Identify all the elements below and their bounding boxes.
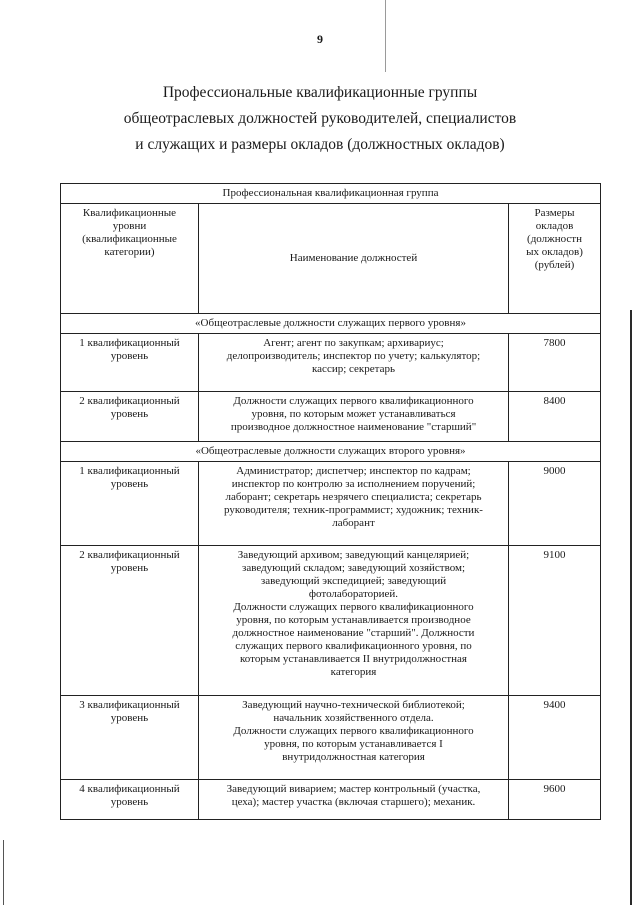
positions-cell	[199, 334, 509, 392]
salary-cell: 9400	[509, 696, 601, 780]
positions-line: делопроизводитель; инспектор по учету; калькулятор;	[226, 350, 481, 362]
level-line: 2 квалификационный	[79, 395, 180, 407]
positions-line: Должности служащих первого квалификационного	[233, 725, 474, 737]
positions-cell	[199, 546, 509, 696]
section-row	[61, 442, 601, 462]
salary-header-line: (рублей)	[534, 259, 575, 271]
positions-line: фотолабораторией.	[308, 588, 399, 600]
table-row	[61, 546, 601, 696]
level-line: 3 квалификационный	[79, 699, 180, 711]
positions-line: Заведующий научно-технической библиотекой;	[242, 699, 465, 711]
positions-line: уровня, по которым устанавливается I	[264, 738, 443, 750]
level-line: 4 квалификационный	[79, 783, 180, 795]
group-header-cell: Профессиональная квалификационная группа	[61, 184, 601, 204]
group-header-row	[61, 184, 601, 204]
section-row	[61, 314, 601, 334]
positions-line: Администратор; диспетчер; инспектор по кадрам;	[236, 465, 471, 477]
positions-line: уровня, по которым устанавливается производное	[236, 614, 471, 626]
salary-cell: 7800	[509, 334, 601, 392]
salary-cell: 9600	[509, 780, 601, 820]
positions-line: уровня, по которым может устанавливаться	[251, 408, 456, 420]
level-cell	[61, 696, 199, 780]
salary-header-line: ых окладов)	[526, 246, 583, 258]
section-title: «Общеотраслевые должности служащих первого уровня»	[61, 314, 601, 334]
scan-artifact-edge	[630, 310, 632, 905]
positions-line: руководителя; техник-программист; художник; техник-	[224, 504, 483, 516]
column-header-row	[61, 204, 601, 314]
level-line: 1 квалификационный	[79, 337, 180, 349]
level-cell	[61, 780, 199, 820]
table-row	[61, 696, 601, 780]
positions-line: категория	[330, 666, 377, 678]
positions-line: кассир; секретарь	[312, 363, 395, 375]
level-line: 2 квалификационный	[79, 549, 180, 561]
positions-line: которым устанавливается II внутридолжностная	[240, 653, 467, 665]
positions-line: должностное наименование "старший". Должности	[232, 627, 475, 639]
salary-header-cell	[509, 204, 601, 314]
title-line-2: общеотраслевых должностей руководителей, специалистов	[123, 110, 517, 127]
positions-line: лаборант; секретарь незрячего специалиста; секретарь	[225, 491, 482, 503]
level-line: уровень	[110, 408, 149, 420]
positions-line: Заведующий архивом; заведующий канцелярией;	[237, 549, 470, 561]
salary-cell: 8400	[509, 392, 601, 442]
level-line: 1 квалификационный	[79, 465, 180, 477]
level-header-cell	[61, 204, 199, 314]
level-cell	[61, 392, 199, 442]
table-row	[61, 392, 601, 442]
level-cell	[61, 546, 199, 696]
level-header-line: Квалификационные	[82, 207, 177, 219]
level-line: уровень	[110, 478, 149, 490]
title-line-1: Профессиональные квалификационные группы	[162, 84, 478, 101]
positions-cell	[199, 780, 509, 820]
salary-cell: 9000	[509, 462, 601, 546]
positions-line: инспектор по контролю за исполнением поручений;	[231, 478, 476, 490]
section-title: «Общеотраслевые должности служащих второго уровня»	[61, 442, 601, 462]
salary-header-line: (должностн	[527, 233, 582, 245]
level-line: уровень	[110, 562, 149, 574]
positions-line: Агент; агент по закупкам; архивариус;	[263, 337, 444, 349]
level-cell	[61, 334, 199, 392]
table-row	[61, 780, 601, 820]
level-header-line: уровни	[112, 220, 147, 232]
page-number: 9	[317, 32, 323, 46]
document-title	[0, 80, 640, 158]
scan-artifact-edge-left	[3, 840, 4, 905]
positions-line: начальник хозяйственного отдела.	[273, 712, 434, 724]
level-line: уровень	[110, 350, 149, 362]
positions-line: цеха); мастер участка (включая старшего); механик.	[231, 796, 476, 808]
qualification-table	[60, 183, 601, 820]
level-cell	[61, 462, 199, 546]
level-line: уровень	[110, 712, 149, 724]
title-line-3: и служащих и размеры окладов (должностных окладов)	[135, 136, 505, 153]
positions-line: производное должностное наименование "старший"	[230, 421, 477, 433]
positions-cell	[199, 462, 509, 546]
positions-line: Должности служащих первого квалификационного	[233, 395, 474, 407]
positions-line: Должности служащих первого квалификационного	[233, 601, 474, 613]
positions-header-cell: Наименование должностей	[199, 204, 509, 314]
table-row	[61, 334, 601, 392]
positions-line: внутридолжностная категория	[282, 751, 425, 763]
table-row	[61, 462, 601, 546]
positions-line: Заведующий виварием; мастер контрольный (участка,	[226, 783, 481, 795]
level-header-line: категории)	[104, 246, 155, 258]
positions-line: лаборант	[332, 517, 375, 529]
salary-header-line: Размеры	[534, 207, 575, 219]
positions-line: служащих первого квалификационного уровня, по	[235, 640, 472, 652]
positions-line: заведующий складом; заведующий хозяйством;	[241, 562, 466, 574]
level-line: уровень	[110, 796, 149, 808]
salary-cell: 9100	[509, 546, 601, 696]
positions-line: заведующий экспедицией; заведующий	[260, 575, 447, 587]
positions-cell	[199, 392, 509, 442]
salary-header-line: окладов	[535, 220, 574, 232]
level-header-line: (квалификационные	[82, 233, 177, 245]
positions-cell	[199, 696, 509, 780]
